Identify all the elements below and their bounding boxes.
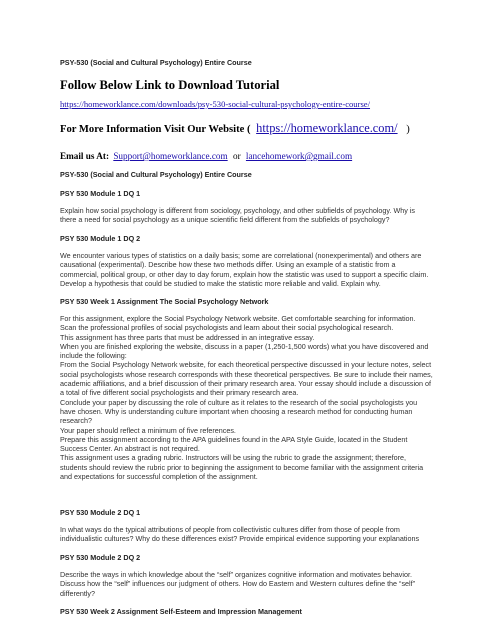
tutorial-link[interactable]: https://homeworklance.com/downloads/psy-530-social-cultural-psychology-entire-course/ <box>60 99 371 109</box>
body-line: include the following: <box>60 351 127 361</box>
body-line: Develop a hypothesis that could be studied to make the statistic more reliable and valid. Explain why. <box>60 278 381 288</box>
email-or: or <box>232 151 241 161</box>
more-info-suffix: ) <box>406 124 410 135</box>
body-line: Scan the professional profiles of social psychologists and learn about their social psychological research. <box>60 323 394 333</box>
body-line: When you are finished exploring the website, discuss in a paper (1,250-1,500 words) what you have discovered and <box>60 341 429 351</box>
body-line: a total of five different social psychologists and their primary research area. <box>60 388 299 398</box>
email-colon: : <box>105 151 110 161</box>
body-line: Your paper should reflect a minimum of five references. <box>60 425 236 435</box>
more-info-line <box>60 121 410 136</box>
body-line: In what ways do the typical attributions of people from collectivistic cultures differ from those of people from <box>60 525 400 534</box>
email-label: Email us At <box>60 151 106 161</box>
section-body <box>60 206 460 225</box>
body-line: We encounter various types of statistics on a daily basis; some are correlational (nonexperimental) and others are <box>60 251 422 260</box>
section-body <box>60 525 460 544</box>
body-line: have chosen. Why is understanding culture important when choosing a research method for conducting human <box>60 406 413 416</box>
body-line: Describe the ways in which knowledge about the “self” organizes cognitive information and motivates behavior. <box>60 570 412 579</box>
section-body <box>60 570 460 598</box>
body-line: This assignment uses a grading rubric. Instructors will be using the rubric to grade the assignment; therefore, <box>60 453 406 463</box>
body-line: Conclude your paper by discussing the role of culture as it relates to the research of the social psychologists you <box>60 397 418 407</box>
section-heading: PSY 530 Week 1 Assignment The Social Psychology Network <box>60 297 269 306</box>
lance-email-link[interactable]: lancehomework@gmail.com <box>245 151 353 161</box>
more-info-prefix: For More Information Visit Our Website ( <box>60 124 251 135</box>
body-line: Discuss how the “self” influences our judgment of others. How do Eastern and Western cultures define the “self” <box>60 579 416 589</box>
body-line: differently? <box>60 588 96 598</box>
body-line: commercial, political group, or other day to day forum, explain how the statistic was used to support a specific claim. <box>60 269 429 279</box>
website-link[interactable]: https://homeworklance.com/ <box>256 121 398 135</box>
section-body <box>60 251 460 288</box>
body-line: students should review the rubric prior to beginning the assignment to become familiar with the assignment criteria <box>60 462 424 472</box>
body-line: and expectations for successful completion of the assignment. <box>60 472 258 482</box>
body-line: causational (experimental). Describe how these two methods differ. Using an example of a statistic from a <box>60 260 396 270</box>
support-email-link[interactable]: Support@homeworklance.com <box>113 151 228 161</box>
body-line: From the Social Psychology Network website, for each theoretical perspective discussed in your lecture notes, select <box>60 360 432 370</box>
body-line: academic affiliations, and a brief discussion of their primary research area. Your essay should include a discussion of <box>60 379 432 389</box>
section-heading: PSY 530 Module 1 DQ 1 <box>60 189 141 198</box>
body-line: social psychologists whose research corresponds with these theoretical perspectives. Be sure to include their names, <box>60 369 433 379</box>
section-heading: PSY 530 Module 1 DQ 2 <box>60 234 141 243</box>
section-heading: PSY 530 Module 2 DQ 1 <box>60 508 141 517</box>
course-title-2: PSY-530 (Social and Cultural Psychology) Entire Course <box>60 170 252 179</box>
email-line <box>60 151 352 161</box>
body-line: individualistic cultures? Why do these differences exist? Provide empirical evidence supporting your explanations <box>60 534 420 544</box>
section-body <box>60 314 460 481</box>
follow-heading: Follow Below Link to Download Tutorial <box>60 78 280 92</box>
body-line: research? <box>60 416 92 426</box>
section-heading: PSY 530 Module 2 DQ 2 <box>60 553 141 562</box>
body-line: This assignment has three parts that must be addressed in an integrative essay. <box>60 332 315 342</box>
section-heading: PSY 530 Week 2 Assignment Self-Esteem and Impression Management <box>60 607 302 616</box>
body-line: Success Center. An abstract is not required. <box>60 444 200 454</box>
body-line: there a need for social psychology as a unique scientific field different from the subfields of psychology? <box>60 215 390 225</box>
body-line: For this assignment, explore the Social Psychology Network website. Get comfortable searching for information. <box>60 314 416 323</box>
course-title-top: PSY-530 (Social and Cultural Psychology) Entire Course <box>60 58 252 67</box>
body-line: Prepare this assignment according to the APA guidelines found in the APA Style Guide, located in the Student <box>60 434 408 444</box>
body-line: Explain how social psychology is different from sociology, psychology, and other subfields of psychology. Why is <box>60 206 416 215</box>
